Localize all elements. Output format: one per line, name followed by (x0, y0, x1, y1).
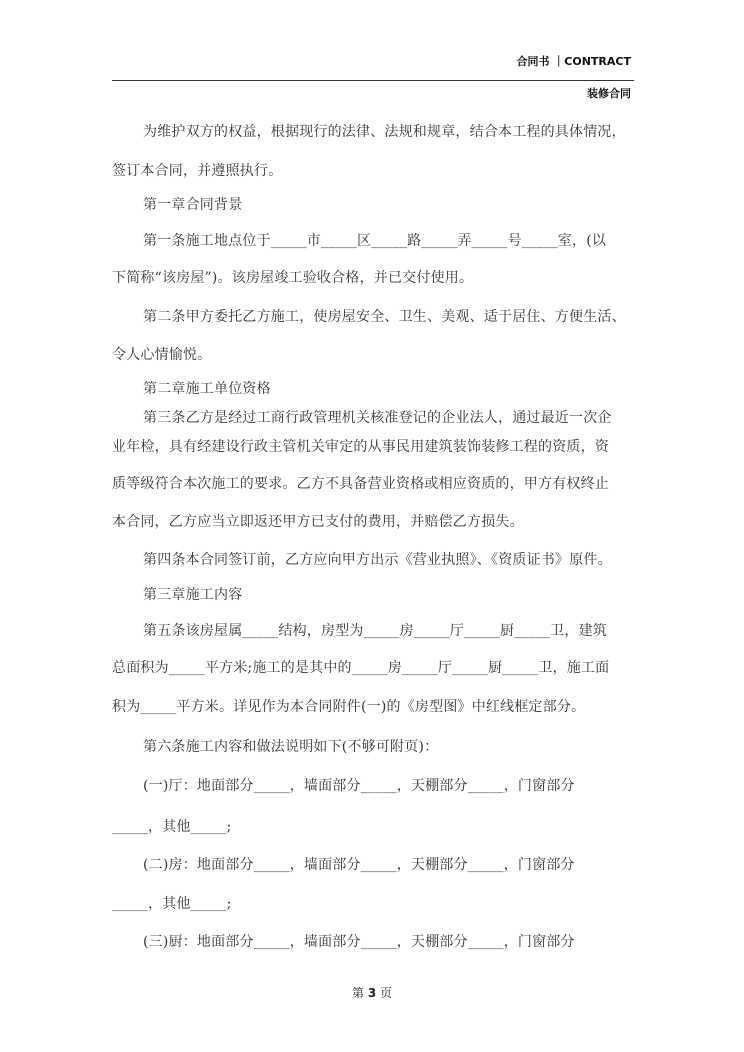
body-line: 第六条施工内容和做法说明如下(不够可附页)： (143, 739, 439, 755)
body-line: 本合同，乙方应当立即返还甲方已支付的费用，并赔偿乙方损失。 (112, 514, 524, 530)
body-line: (三)厨：地面部分_____，墙面部分_____，天棚部分_____，门窗部分 (143, 934, 575, 950)
header-title: 合同书 ｜CONTRACT (516, 55, 631, 68)
page-number: 3 (367, 986, 377, 1000)
chapter-heading: 第三章施工内容 (143, 587, 243, 603)
body-line: (一)厅：地面部分_____，墙面部分_____，天棚部分_____，门窗部分 (143, 778, 575, 794)
header-divider (112, 80, 634, 81)
page-prefix: 第 (351, 986, 364, 1000)
body-line: _____，其他_____; (112, 896, 232, 912)
body-line: 下简称“该房屋”)。该房屋竣工验收合格，并已交付使用。 (112, 270, 474, 286)
body-line: 总面积为_____平方米;施工的是其中的_____房_____厅_____厨_____卫，施工面 (112, 660, 610, 676)
body-line: 业年检，具有经建设行政主管机关审定的从事民用建筑装饰装修工程的资质，资 (112, 439, 609, 455)
body-line: 第二条甲方委托乙方施工，使房屋安全、卫生、美观、适于居住、方便生活、 (143, 309, 626, 325)
body-line: 为维护双方的权益，根据现行的法律、法规和规章，结合本工程的具体情况， (143, 124, 626, 140)
body-line: (二)房：地面部分_____，墙面部分_____，天棚部分_____，门窗部分 (143, 857, 575, 873)
page-footer (0, 984, 744, 1001)
body-line: 第三条乙方是经过工商行政管理机关核准登记的企业法人，通过最近一次企 (143, 410, 612, 426)
body-line: 积为_____平方米。详见作为本合同附件(一)的《房型图》中红线框定部分。 (112, 699, 586, 715)
body-line: _____，其他_____; (112, 819, 232, 835)
chapter-heading: 第一章合同背景 (143, 197, 243, 213)
body-line: 签订本合同，并遵照执行。 (112, 163, 283, 179)
header-subtitle: 装修合同 (587, 87, 631, 100)
body-line: 质等级符合本次施工的要求。乙方不具备营业资格或相应资质的，甲方有权终止 (112, 476, 609, 492)
body-line: 令人心情愉悦。 (112, 347, 212, 363)
page-suffix: 页 (380, 986, 393, 1000)
body-line: 第一条施工地点位于_____市_____区_____路_____弄_____号_____室，(以 (143, 233, 607, 249)
chapter-heading: 第二章施工单位资格 (143, 381, 271, 397)
body-line: 第五条该房屋属_____结构，房型为_____房_____厅_____厨_____卫，建筑 (143, 623, 607, 639)
body-line: 第四条本合同签订前，乙方应向甲方出示《营业执照》、《资质证书》原件。 (143, 552, 612, 568)
